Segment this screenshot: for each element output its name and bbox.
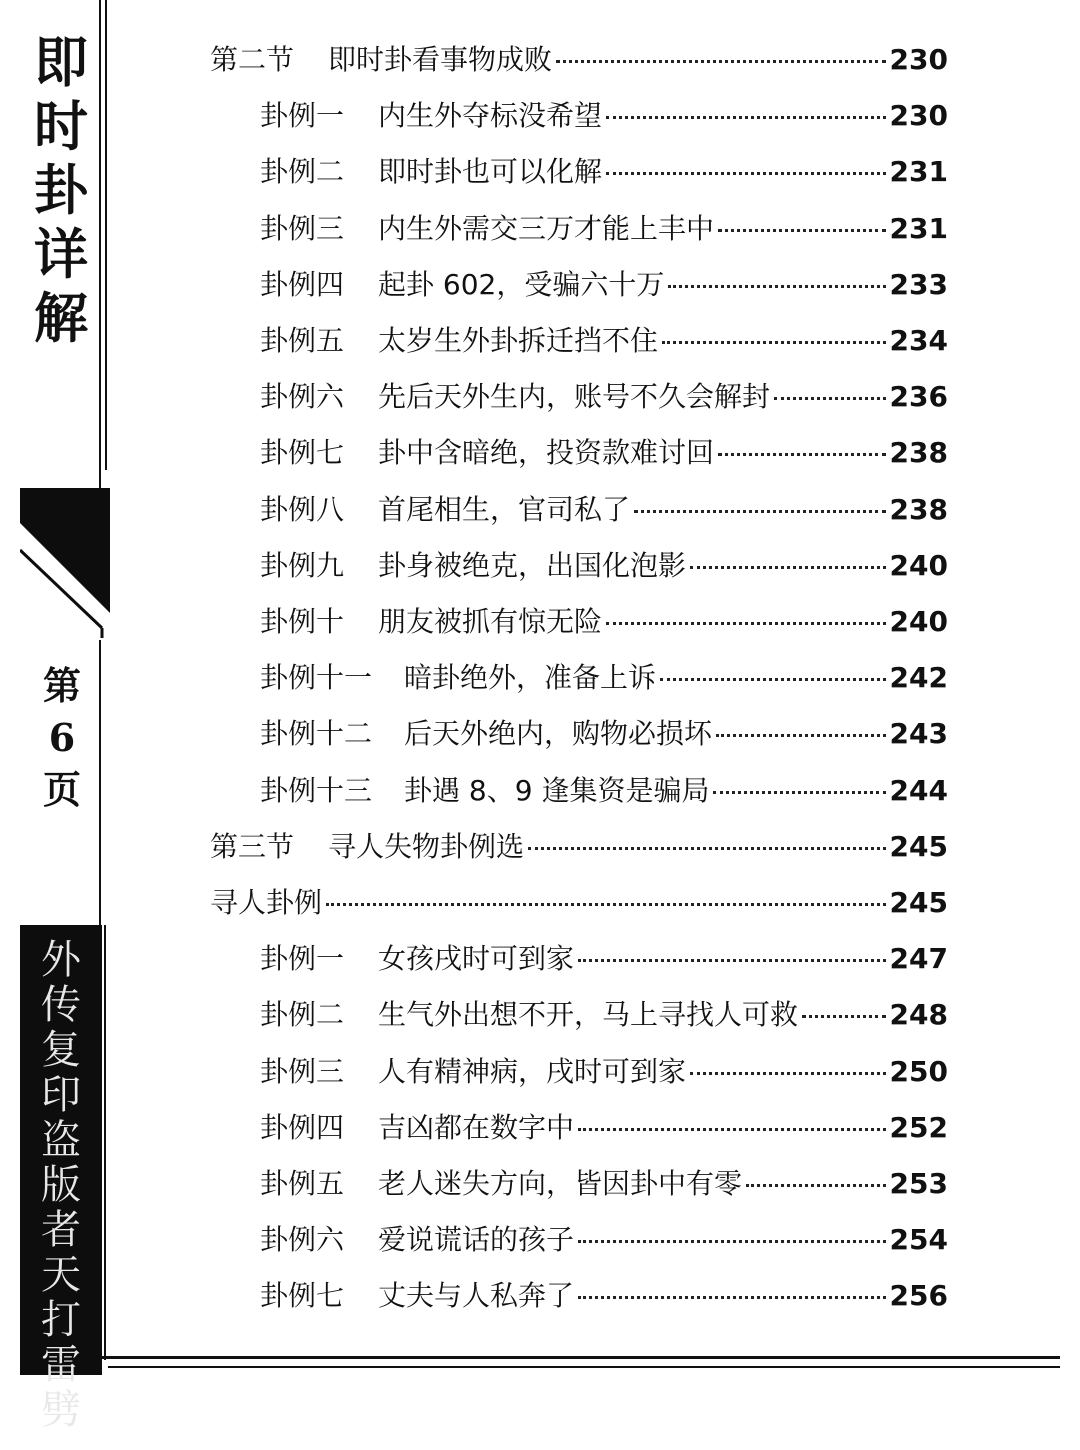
toc-leader-dots bbox=[690, 1072, 886, 1075]
toc-example-row bbox=[260, 995, 948, 1035]
page-char: 第 bbox=[42, 663, 81, 708]
toc-leader-dots bbox=[662, 341, 886, 344]
toc-page-number: 254 bbox=[889, 1223, 948, 1256]
toc-leader-dots bbox=[556, 60, 886, 63]
toc-page-number: 250 bbox=[889, 1055, 948, 1088]
toc-page-number: 256 bbox=[889, 1279, 948, 1312]
toc-leader-dots bbox=[716, 734, 886, 737]
toc-label: 卦例六 bbox=[260, 1223, 345, 1256]
toc-section-row bbox=[210, 40, 948, 80]
toc-label: 卦例三 bbox=[260, 1055, 345, 1088]
copyright-warning-vertical bbox=[20, 938, 102, 1433]
toc-title: 吉凶都在数字中 bbox=[378, 1111, 575, 1144]
toc-page-number: 245 bbox=[889, 830, 948, 863]
toc-title: 起卦 602，受骗六十万 bbox=[378, 268, 665, 301]
title-char: 时 bbox=[34, 94, 88, 158]
warning-char: 印 bbox=[41, 1072, 81, 1118]
toc-title: 女孩戌时可到家 bbox=[378, 942, 575, 975]
page-number-vertical bbox=[20, 660, 104, 816]
toc-page-number: 247 bbox=[889, 942, 948, 975]
toc-example-row bbox=[260, 321, 948, 361]
toc-example-row bbox=[260, 490, 948, 530]
toc-title: 即时卦看事物成败 bbox=[328, 43, 553, 76]
toc-title: 爱说谎话的孩子 bbox=[378, 1223, 575, 1256]
toc-label: 卦例十 bbox=[260, 605, 345, 638]
toc-title: 后天外绝内，购物必损坏 bbox=[404, 717, 713, 750]
decorative-black-band bbox=[20, 488, 110, 638]
toc-label: 卦例五 bbox=[260, 1167, 345, 1200]
page-char: 页 bbox=[42, 767, 81, 812]
toc-example-row bbox=[260, 1220, 948, 1260]
toc-label: 卦例三 bbox=[260, 212, 345, 245]
toc-leader-dots bbox=[578, 959, 886, 962]
toc-page-number: 231 bbox=[889, 155, 948, 188]
toc-title: 内生外需交三万才能上丰中 bbox=[378, 212, 715, 245]
toc-title: 先后天外生内，账号不久会解封 bbox=[378, 380, 771, 413]
toc-leader-dots bbox=[606, 622, 886, 625]
title-char: 详 bbox=[34, 222, 88, 286]
toc-leader-dots bbox=[606, 116, 886, 119]
toc-label: 卦例一 bbox=[260, 942, 345, 975]
toc-example-row bbox=[260, 96, 948, 136]
toc-label: 卦例二 bbox=[260, 155, 345, 188]
frame-line bbox=[105, 0, 107, 470]
toc-page-number: 238 bbox=[889, 436, 948, 469]
toc-title: 卦遇 8、9 逢集资是骗局 bbox=[404, 774, 710, 807]
toc-title: 卦中含暗绝，投资款难讨回 bbox=[378, 436, 715, 469]
toc-label: 卦例十二 bbox=[260, 717, 373, 750]
toc-title: 暗卦绝外，准备上诉 bbox=[404, 661, 657, 694]
toc-page-number: 243 bbox=[889, 717, 948, 750]
frame-line-bottom bbox=[100, 1356, 1060, 1359]
toc-leader-dots bbox=[578, 1296, 886, 1299]
toc-example-row bbox=[260, 265, 948, 305]
toc-example-row bbox=[260, 714, 948, 754]
toc-title: 太岁生外卦拆迁挡不住 bbox=[378, 324, 659, 357]
toc-example-row bbox=[260, 939, 948, 979]
toc-leader-dots bbox=[634, 510, 886, 513]
warning-char: 传 bbox=[41, 982, 81, 1028]
frame-line-bottom bbox=[108, 1366, 1060, 1368]
frame-line bbox=[99, 640, 101, 925]
toc-title: 内生外夺标没希望 bbox=[378, 99, 603, 132]
toc-page-number: 233 bbox=[889, 268, 948, 301]
warning-char: 外 bbox=[41, 937, 81, 983]
toc-label: 卦例十一 bbox=[260, 661, 373, 694]
toc-page-number: 248 bbox=[889, 998, 948, 1031]
page-char: 6 bbox=[48, 715, 76, 760]
toc-title: 人有精神病，戌时可到家 bbox=[378, 1055, 687, 1088]
toc-title: 即时卦也可以化解 bbox=[378, 155, 603, 188]
toc-label: 卦例四 bbox=[260, 268, 345, 301]
toc-section-row bbox=[210, 883, 948, 923]
title-char: 卦 bbox=[34, 158, 88, 222]
toc-leader-dots bbox=[578, 1128, 886, 1131]
toc-title: 丈夫与人私奔了 bbox=[378, 1279, 575, 1312]
warning-char: 劈 bbox=[41, 1387, 81, 1433]
toc-title: 卦身被绝克，出国化泡影 bbox=[378, 549, 687, 582]
toc-label: 卦例一 bbox=[260, 99, 345, 132]
toc-section-row bbox=[210, 827, 948, 867]
title-char: 解 bbox=[34, 286, 88, 350]
toc-leader-dots bbox=[528, 847, 886, 850]
toc-title: 首尾相生，官司私了 bbox=[378, 493, 631, 526]
toc-label: 寻人卦例 bbox=[210, 886, 323, 919]
toc-page-number: 231 bbox=[889, 212, 948, 245]
toc-example-row bbox=[260, 771, 948, 811]
frame-line bbox=[104, 925, 106, 1360]
toc-example-row bbox=[260, 1108, 948, 1148]
toc-leader-dots bbox=[660, 678, 886, 681]
warning-char: 者 bbox=[41, 1207, 81, 1253]
toc-page-number: 234 bbox=[889, 324, 948, 357]
frame-line bbox=[99, 0, 101, 490]
toc-label: 卦例二 bbox=[260, 998, 345, 1031]
toc-page-number: 230 bbox=[889, 99, 948, 132]
toc-example-row bbox=[260, 1164, 948, 1204]
toc-page-number: 242 bbox=[889, 661, 948, 694]
toc-leader-dots bbox=[713, 791, 885, 794]
toc-label: 第二节 bbox=[210, 43, 295, 76]
toc-example-row bbox=[260, 602, 948, 642]
toc-label: 第三节 bbox=[210, 830, 295, 863]
toc-example-row bbox=[260, 1052, 948, 1092]
toc-title: 生气外出想不开，马上寻找人可救 bbox=[378, 998, 799, 1031]
toc-title: 朋友被抓有惊无险 bbox=[378, 605, 603, 638]
toc-leader-dots bbox=[326, 903, 886, 906]
toc-page-number: 238 bbox=[889, 493, 948, 526]
toc-label: 卦例四 bbox=[260, 1111, 345, 1144]
toc-title: 老人迷失方向，皆因卦中有零 bbox=[378, 1167, 743, 1200]
toc-page-number: 240 bbox=[889, 605, 948, 638]
warning-char: 盗 bbox=[41, 1117, 81, 1163]
toc-example-row bbox=[260, 152, 948, 192]
toc-page-number: 252 bbox=[889, 1111, 948, 1144]
toc-example-row bbox=[260, 209, 948, 249]
toc-leader-dots bbox=[802, 1015, 886, 1018]
toc-page-number: 245 bbox=[889, 886, 948, 919]
toc-leader-dots bbox=[746, 1184, 886, 1187]
toc-example-row bbox=[260, 377, 948, 417]
toc-label: 卦例七 bbox=[260, 1279, 345, 1312]
toc-example-row bbox=[260, 1276, 948, 1316]
toc-leader-dots bbox=[690, 566, 886, 569]
toc-example-row bbox=[260, 546, 948, 586]
book-title-vertical bbox=[28, 30, 94, 350]
toc-title: 寻人失物卦例选 bbox=[328, 830, 525, 863]
toc-label: 卦例八 bbox=[260, 493, 345, 526]
toc-leader-dots bbox=[668, 285, 885, 288]
toc-leader-dots bbox=[578, 1240, 886, 1243]
toc-page-number: 236 bbox=[889, 380, 948, 413]
toc-label: 卦例五 bbox=[260, 324, 345, 357]
toc-leader-dots bbox=[718, 453, 886, 456]
toc-page-number: 240 bbox=[889, 549, 948, 582]
toc-example-row bbox=[260, 658, 948, 698]
warning-char: 版 bbox=[41, 1162, 81, 1208]
warning-char: 打 bbox=[41, 1297, 81, 1343]
toc-label: 卦例七 bbox=[260, 436, 345, 469]
toc-label: 卦例六 bbox=[260, 380, 345, 413]
toc-leader-dots bbox=[774, 397, 886, 400]
warning-char: 天 bbox=[41, 1252, 81, 1298]
toc-label: 卦例十三 bbox=[260, 774, 373, 807]
warning-char: 雷 bbox=[41, 1342, 81, 1388]
warning-char: 复 bbox=[41, 1027, 81, 1073]
toc-label: 卦例九 bbox=[260, 549, 345, 582]
toc-leader-dots bbox=[718, 229, 886, 232]
toc-page-number: 253 bbox=[889, 1167, 948, 1200]
toc-leader-dots bbox=[606, 172, 886, 175]
toc-page-number: 230 bbox=[889, 43, 948, 76]
toc-page-number: 244 bbox=[889, 774, 948, 807]
title-char: 即 bbox=[34, 30, 88, 94]
toc-example-row bbox=[260, 433, 948, 473]
